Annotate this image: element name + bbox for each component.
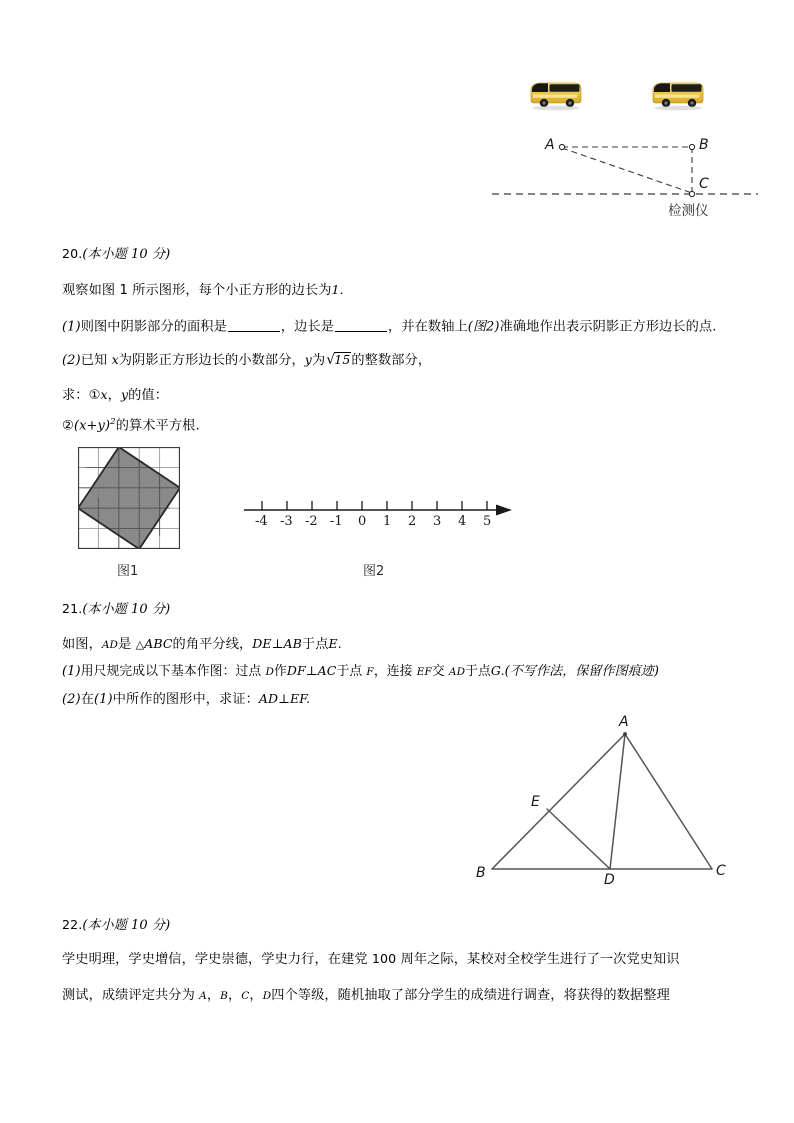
- q21-stem-c: 的角平分线，: [172, 637, 253, 652]
- q21-part1: [62, 664, 659, 680]
- q22-line2: [62, 988, 670, 1003]
- tick-label: 2: [408, 514, 417, 529]
- q20-part3-var-x: x: [100, 387, 108, 402]
- q20-part1: [62, 319, 717, 336]
- q20-points: (本小题 10 分): [82, 247, 171, 262]
- q22-line2-a: 测试，成绩评定共分为: [62, 988, 195, 1003]
- q21-part2: [62, 692, 310, 708]
- figure-grid-caption: 图1: [117, 564, 139, 579]
- q22-number: 22.: [62, 917, 83, 932]
- q22-points: (本小题 10 分): [82, 918, 171, 933]
- q21-stem-d: 于点: [301, 637, 329, 652]
- q21-points: (本小题 10 分): [82, 602, 171, 617]
- q20-part2: [62, 352, 431, 369]
- q22-grade-b: B: [220, 990, 228, 1002]
- q21-part1-e2: 交: [431, 664, 445, 679]
- tick-label: 4: [458, 514, 467, 529]
- figure-number-line-caption: 图2: [363, 564, 385, 579]
- q20-part3-marker: ①: [88, 388, 101, 403]
- q21-part2-a: 在: [80, 692, 95, 707]
- figure-number-line: [240, 486, 520, 541]
- q20-part4-text-b: 的算术平方根.: [115, 418, 200, 434]
- q20-part1-text-c: ，并在数轴上: [388, 319, 468, 335]
- q21-stem-ab: AB: [283, 636, 302, 651]
- q21-part2-b: 中所作的图形中，求证：: [112, 692, 259, 707]
- q22-grade-c: C: [241, 990, 250, 1002]
- q20-part3-text-b: 的值：: [128, 388, 169, 403]
- q22-comma-2: ，: [227, 988, 242, 1003]
- q22-comma-1: ，: [206, 988, 221, 1003]
- q20-part3: [62, 388, 168, 403]
- figure-triangle-diagram: [462, 706, 752, 896]
- triangle-label-a: A: [619, 714, 629, 730]
- q22-heading: [62, 918, 170, 934]
- q20-part4-expr-plus: +: [86, 418, 98, 434]
- q20-part4-expr-y: y): [97, 418, 111, 434]
- q21-part2-ad: AD: [258, 691, 279, 706]
- q20-part2-text-c: 为: [311, 353, 326, 368]
- q20-part4: [62, 418, 200, 434]
- q20-part1-text-a: 则图中阴影部分的面积是: [80, 319, 227, 335]
- figure-detector-label-b: B: [699, 137, 709, 153]
- q20-part4-marker: ②: [62, 418, 74, 434]
- triangle-label-c: C: [716, 863, 726, 879]
- q21-part1-ef: EF: [416, 666, 432, 678]
- q21-part1-b: 作: [273, 664, 287, 679]
- q20-sqrt-radicand: 15: [334, 352, 351, 367]
- q20-part1-marker: (1): [62, 319, 81, 335]
- q22-line1-a: 学史明理，学史增信，学史崇德，学史力行，在建党: [62, 952, 368, 967]
- figure-detector-label-c: C: [699, 176, 709, 192]
- q21-part1-note: (不写作法，保留作图痕迹): [504, 664, 660, 679]
- q20-sqrt-expression: √15: [326, 352, 351, 368]
- q22-grade-d: D: [262, 990, 272, 1002]
- q22-line1-b: 周年之际，某校对全校学生进行了一次党史知识: [400, 952, 680, 967]
- q20-part2-text-d: 的整数部分，: [351, 353, 432, 368]
- q21-number: 21.: [62, 601, 83, 616]
- perpendicular-icon: ⊥: [271, 636, 284, 651]
- q21-part1-ad: AD: [448, 666, 466, 678]
- q20-stem: [62, 283, 344, 298]
- q20-part2-marker: (2): [62, 353, 81, 368]
- number-line-tick-labels: [240, 510, 520, 532]
- perpendicular-icon: ⊥: [278, 691, 291, 706]
- q21-part1-f2: 于点: [465, 664, 491, 679]
- q21-part1-g: G.: [490, 663, 505, 678]
- q20-answer-blank-area[interactable]: [228, 319, 280, 332]
- perpendicular-icon: ⊥: [305, 663, 318, 678]
- q20-part3-var-y: y: [120, 387, 129, 402]
- q20-stem-text: 观察如图 1 所示图形，每个小正方形的边长为: [62, 283, 332, 298]
- q20-part2-var-y: y: [304, 352, 312, 367]
- q21-stem-e: E.: [328, 636, 342, 651]
- q21-part1-a: 用尺规完成以下基本作图：过点: [80, 664, 262, 679]
- q21-part1-point-d: D: [265, 666, 274, 678]
- q21-part1-marker: (1): [62, 664, 81, 679]
- q21-heading: [62, 602, 170, 618]
- tick-label: 1: [383, 514, 392, 529]
- figure-grid-square: [78, 447, 180, 549]
- tick-label: -4: [255, 514, 268, 529]
- q22-line1-number: 100: [371, 951, 397, 966]
- q21-stem-b: 是: [118, 637, 132, 652]
- q22-grade-a: A: [199, 990, 207, 1002]
- tick-label: 0: [358, 514, 367, 529]
- q22-comma-3: ，: [249, 988, 263, 1003]
- q21-part2-ref: (1): [94, 692, 113, 707]
- q21-part2-ef: EF.: [290, 691, 311, 706]
- tick-label: -3: [280, 514, 293, 529]
- q20-part1-text-e: 准确地作出表示阴影正方形边长的点.: [499, 319, 717, 335]
- q21-part1-ac: AC: [317, 663, 337, 678]
- q20-answer-blank-side[interactable]: [335, 319, 387, 332]
- q20-part4-expr-pow: 2: [110, 417, 116, 427]
- q21-stem-abc: ABC: [144, 636, 173, 651]
- q21-part2-marker: (2): [62, 692, 81, 707]
- q20-part4-expr-open: (x: [73, 418, 87, 434]
- q21-part1-c: 于点: [336, 664, 363, 679]
- q20-part3-comma: ，: [107, 388, 121, 403]
- q22-line1: [62, 952, 680, 967]
- figure-detector-label-a: A: [545, 137, 555, 153]
- tick-label: 3: [433, 514, 442, 529]
- q20-part2-text-a: 已知: [80, 353, 108, 368]
- q21-part1-d2: ，连接: [373, 664, 413, 679]
- tick-label: -2: [305, 514, 318, 529]
- q20-part1-figref: (图2): [467, 319, 500, 335]
- triangle-label-d: D: [604, 872, 615, 888]
- q21-part1-df: DF: [286, 663, 306, 678]
- q20-part1-text-b: ，边长是: [280, 319, 335, 335]
- q20-stem-var: 1.: [331, 282, 344, 297]
- triangle-icon: △: [135, 638, 145, 651]
- q20-part2-text-b: 为阴影正方形边长的小数部分，: [118, 353, 305, 368]
- q21-stem-ad: AD: [101, 639, 119, 651]
- figure-detector-diagram: [470, 70, 760, 225]
- tick-label: -1: [330, 514, 343, 529]
- q21-stem-a: 如图，: [62, 637, 102, 652]
- q20-part3-text-a: 求：: [62, 388, 89, 403]
- q21-stem: [62, 637, 342, 652]
- tick-label: 5: [483, 514, 492, 529]
- triangle-label-e: E: [531, 794, 540, 810]
- figure-detector-caption: 检测仪: [668, 203, 709, 219]
- q20-heading: [62, 247, 170, 263]
- q20-part2-var-x: x: [111, 352, 119, 367]
- q21-stem-de: DE: [252, 636, 272, 651]
- triangle-label-b: B: [476, 865, 486, 881]
- q20-number: 20.: [62, 246, 83, 261]
- q21-part1-f: F: [366, 666, 374, 678]
- q22-line2-b: 四个等级，随机抽取了部分学生的成绩进行调查，将获得的数据整理: [271, 988, 670, 1003]
